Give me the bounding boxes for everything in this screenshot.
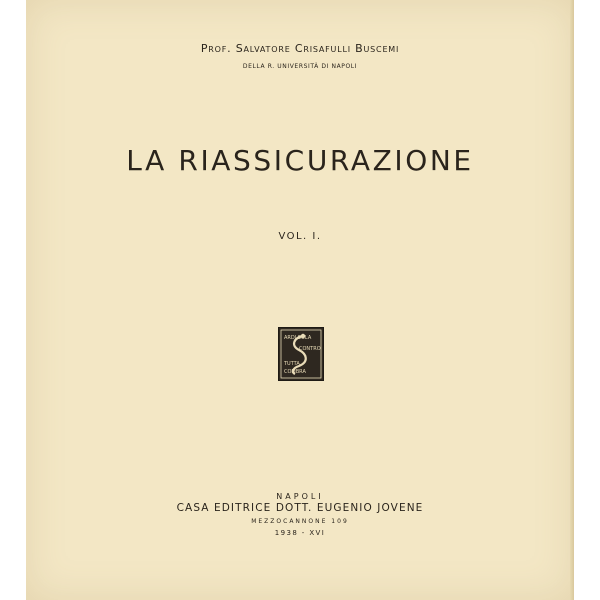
- author-affiliation: DELLA R. UNIVERSITÀ DI NAPOLI: [242, 63, 358, 70]
- volume-number: VOL. I.: [278, 231, 322, 242]
- imprint-publisher: CASA EDITRICE DOTT. EUGENIO JOVENE: [176, 502, 424, 514]
- imprint-address: MEZZOCANNONE 109: [251, 518, 349, 525]
- imprint-city: NAPOLI: [276, 492, 324, 501]
- emblem-text-4: COMBRA: [284, 369, 306, 375]
- book-title: LA RIASSICURAZIONE: [126, 144, 474, 177]
- imprint-year: 1938 - XVI: [274, 529, 326, 537]
- emblem-text-3: TUTTA: [284, 361, 300, 367]
- publisher-device-icon: [278, 327, 324, 381]
- emblem-text-2: CONTRO: [299, 346, 321, 352]
- emblem-graphic: [279, 328, 323, 380]
- author-line: Prof. Salvatore Crisafulli Buscemi: [200, 42, 400, 55]
- emblem-text-1: ARDI SOLA: [284, 335, 312, 341]
- book-title-page: [26, 0, 574, 600]
